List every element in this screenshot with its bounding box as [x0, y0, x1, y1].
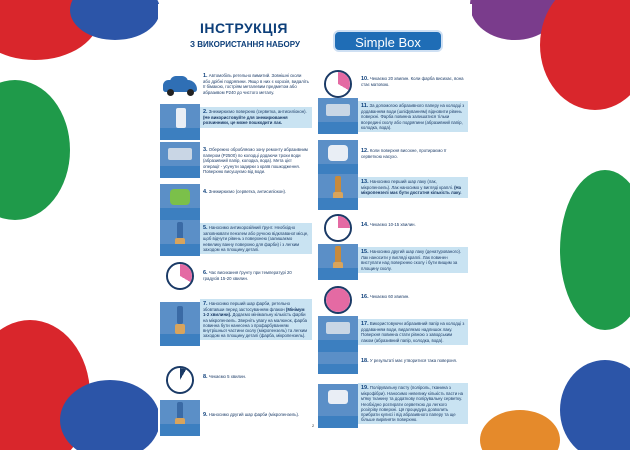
step-text: 11. За допомогою абразивного паперу на колодці з додаванням води (шліфуванням) відновити рівень поверхні. Фарба повинна залишатися тільки всередині сколу або подряпини (абразивний папір, колодка, вода). — [358, 101, 468, 132]
step-text: 16. Чекаємо 60 хвилин. — [361, 294, 410, 300]
paint-splatter-green — [0, 80, 70, 220]
step-8 — [160, 362, 312, 400]
step-17 — [318, 316, 468, 354]
step-14 — [318, 210, 468, 248]
step-text: 5. Наносимо антикорозійний ґрунт. Необхідно заповнювати пензлем або ручкою відклаваної місце, щоб відчути рівень з поверхнею (залишаємо невелику ванну поверхню для фарби) і з легким заходом на площину деталі. — [200, 223, 312, 254]
step-7 — [160, 296, 312, 358]
step-4 — [160, 184, 312, 222]
micro-brush-icon — [318, 244, 358, 280]
micro-brush-icon — [318, 174, 358, 210]
paint-splatter-blue — [560, 360, 630, 450]
step-text: 9. Наносимо другий шар фарби (мікропензель). — [203, 412, 300, 418]
step-text: 10. Чекаємо 20 хвилин. Коли фарба висихає, вона стає матовою. — [361, 76, 464, 88]
step-text: 18. У результаті має утворитися така поверхня. — [361, 358, 458, 364]
page-title: ІНСТРУКЦІЯ — [200, 20, 288, 36]
step-text: 3. Обережно обробляємо зону ремонту абразивним папером (P2500) по колодці додаючи трохи води (абразивний папір, колодка, вода). Мета цієї операції - усунути задирки з країв пошкодження. Поверхню висушуємо від води. — [203, 147, 308, 174]
step-18 — [318, 352, 468, 378]
step-text: 15. Наносимо другий шар лаку (денатурованого). Лак наносити у вигляді краплі. Лак повинен виступати над поверхнею сколу і бути вищим за площину сколу. — [358, 247, 468, 273]
paint-splatter-blue — [60, 380, 160, 450]
step-13 — [318, 174, 468, 212]
sanding-block-icon — [318, 98, 358, 134]
step-1 — [160, 68, 312, 106]
clock-icon — [318, 210, 358, 246]
brand-logo: Simple Box — [333, 30, 443, 52]
clock-icon — [160, 362, 200, 398]
step-2 — [160, 104, 312, 142]
cloth-icon — [318, 140, 358, 176]
step-text: 2. Знежирюємо поверхню (серветка, антисиліокон). (Не використовуйте для знежирювання розчинники, це може пошкодити лак. — [200, 107, 312, 128]
micro-brush-icon — [160, 302, 200, 346]
step-text: 6. Час висихання ґрунту при температурі 20 градусів 15-20 хвилин. — [203, 270, 292, 282]
sanding-block-icon — [318, 316, 358, 352]
car-icon — [160, 68, 200, 104]
spray-bottle-icon — [160, 104, 200, 140]
clock-icon — [318, 282, 358, 318]
step-text: 1. Автомобіль ретельно вимитий. Зовнішні сколи або дрібні подряпини. Якщо в них є корозія, видаліть її бімакою, гостріям металевим предметом або абразивом P240 до чистого металу. — [203, 73, 309, 95]
clock-icon — [160, 258, 200, 294]
page-number: 2 — [312, 423, 315, 428]
step-text: 17. Використовуючи абразивний папір на колодці з додаванням води, видаляємо надлишок лаку. Поверхня повинна стати рівною з заводським лаком (абразивний папір, колодка, вода). — [358, 319, 468, 345]
step-12 — [318, 140, 468, 178]
cloth-icon — [160, 184, 200, 220]
step-16 — [318, 282, 468, 320]
brush-icon — [160, 220, 200, 256]
polishing-cloth-icon — [318, 384, 358, 428]
step-5 — [160, 220, 312, 258]
step-text: 7. Наносимо перший шар фарби, ретельно збовтавши перед застосуванням флакон (Мінімум 1-2 хвилини). Додаємо мінімальну кількість фарби на мікропензель. Зверніть увагу на малюнок, фарба повинна бути нанесена з профарбуванням внутрішньої частини сколу (мікропензель) та легким заходом на площину деталі (фарба, мікропензель). — [200, 299, 312, 340]
micro-brush-icon — [160, 400, 200, 436]
step-9 — [160, 400, 315, 438]
step-15 — [318, 244, 468, 282]
step-text: 8. Чекаємо 5 хвилин. — [203, 374, 247, 380]
step-11 — [318, 98, 468, 136]
step-text: 13. Наносимо перший шар лаку (лак, мікропензель). Лак наносимо у вигляді краплі. (На мікропензелі має бути достатня кількість лаку. — [358, 177, 468, 198]
sanding-block-icon — [160, 142, 200, 178]
page-subtitle: З ВИКОРИСТАННЯ НАБОРУ — [190, 40, 300, 49]
step-19 — [318, 380, 468, 436]
step-3 — [160, 142, 312, 180]
surface-icon — [318, 352, 358, 374]
step-text: 12. Коли поверхня висохне, протираємо її серветкою насухо. — [361, 148, 447, 160]
clock-icon — [318, 66, 358, 102]
step-text: 14. Чекаємо 10-15 хвилин. — [361, 222, 416, 228]
paint-splatter-orange — [480, 410, 560, 450]
step-text: 4. Знежирюємо (серветка, антисиліокон). — [203, 189, 287, 195]
paint-splatter-green — [560, 170, 630, 330]
paint-splatter-red — [540, 0, 630, 110]
step-6 — [160, 258, 312, 296]
step-text: 19. Полірувальну пасту (поліроль, тканина з мікрофібри). Наносимо невелику кількість пасти на м'яку тканину та додаткову полірувальну серветку. Необхідно розтирати серветкою до легкого розігріву поверхні. Ця процедура дозволить прибрати кулисі і від абразивного паперу та ще більше вирівняти поверхню. — [358, 383, 468, 424]
